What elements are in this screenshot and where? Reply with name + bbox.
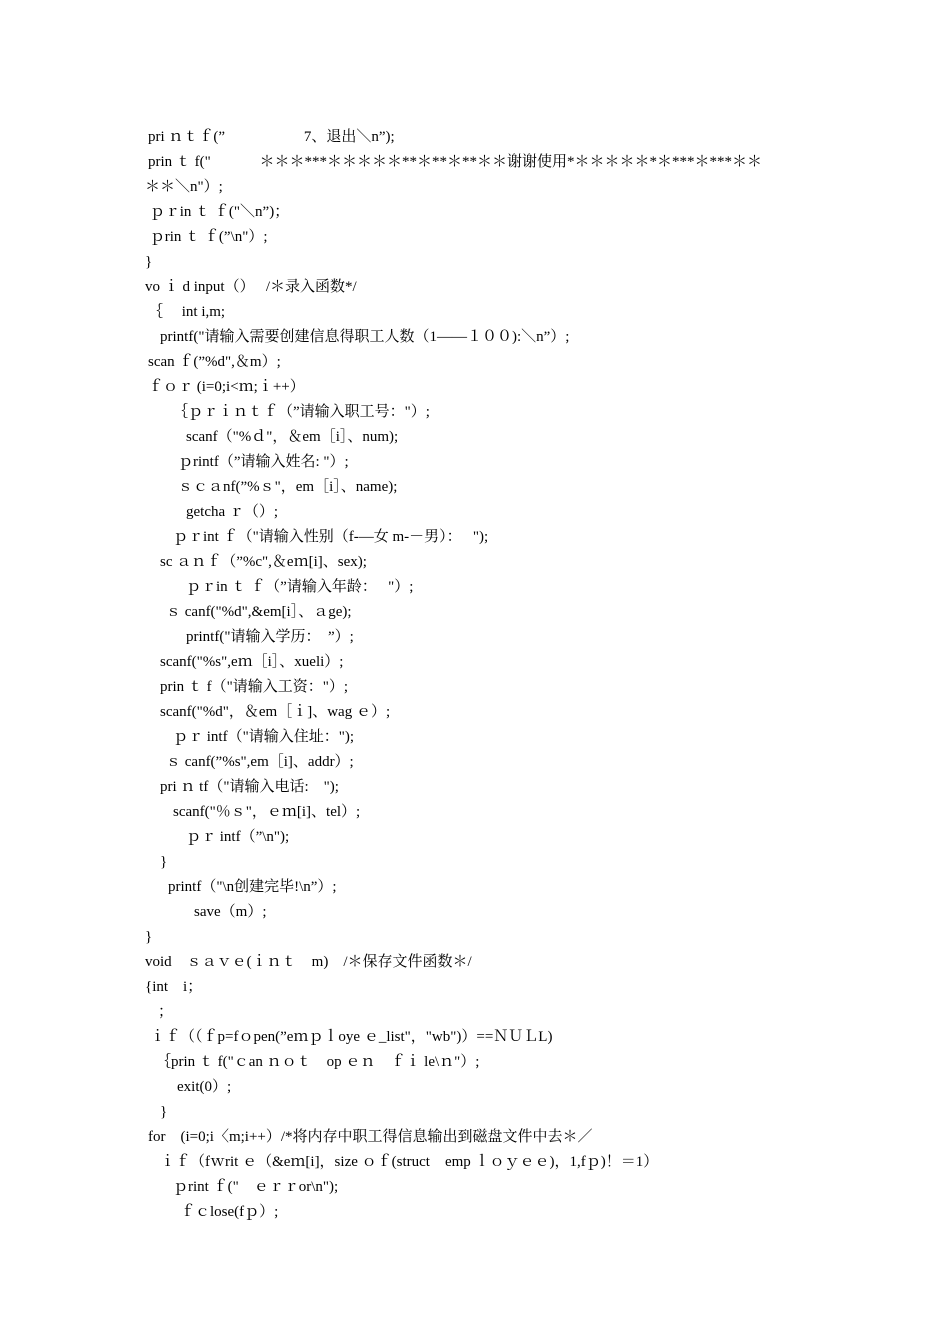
code-line: ＊＊＼n"）;	[145, 179, 223, 195]
code-line: exit(0）;	[177, 1079, 232, 1095]
code-line: scanf("%s",eｍ［i］、xueli）;	[160, 654, 344, 670]
code-line: ；	[158, 1004, 174, 1020]
code-line: }	[145, 254, 153, 270]
code-line: ｐｒin ｔ ｆ("＼n”)；	[146, 204, 290, 220]
code-line: sc ａｎｆ（”%c",＆eｍ[i]、sex);	[160, 554, 367, 570]
code-line: ｆｃlose(fｐ）;	[180, 1204, 279, 1220]
code-line: save（m）;	[194, 904, 267, 920]
code-line: ｐrin ｔ ｆ(”\n"）;	[146, 229, 268, 245]
code-line: scanf("％ｓ"，ｅｍ[i]、tel）;	[173, 804, 361, 820]
code-line: ｓ canf("%d",&em[i］、ａge);	[166, 604, 352, 620]
code-line: scan ｆ(”%d",＆m）;	[148, 354, 281, 370]
code-line: pri ｎ tf（"请输入电话: ");	[160, 779, 339, 795]
code-line: ｓｃａnf(”%ｓ"，em［i］、name);	[178, 479, 398, 495]
code-line: scanf（"%ｄ"，＆em［i］、num);	[186, 429, 399, 445]
code-line: prin ｔ f(" ＊＊＊***＊＊＊＊＊**＊**＊**＊＊谢谢使用*＊＊＊＊＊*＊***＊***＊＊	[148, 154, 763, 170]
code-line: ｐｒint ｆ（"请输入性别（f-—女 m-－男）： ");	[173, 529, 489, 545]
code-line: ｉｆ（（ｆp=fｏpen(”eｍｐｌoye ｅ_list"，"wb")）==ＮＵＬL)	[150, 1029, 553, 1045]
code-line: ｐｒin ｔ ｆ（”请输入年龄： "）;	[186, 579, 414, 595]
code-line: ｐrint ｆ(" ｅｒｒor\n");	[173, 1179, 339, 1195]
code-line: ｛ｐｒｉｎｔｆ（”请输入职工号："）;	[173, 404, 430, 420]
code-line: ｐｒ intf（"请输入住址：");	[173, 729, 354, 745]
code-line: prin ｔ f（"请输入工资："）;	[160, 679, 349, 695]
code-line: }	[145, 929, 153, 945]
code-line: }	[160, 854, 168, 870]
code-line: ｐｒ intf（”\n");	[186, 829, 290, 845]
code-line: getcha ｒ（）;	[186, 504, 279, 520]
code-line: ｆｏｒ (i=0;i<ｍ;ｉ++）	[148, 379, 305, 395]
code-line: printf("请输入需要创建信息得职工人数（1——１００):＼n”）;	[160, 329, 570, 345]
code-line: ｉｆ（fｗrit ｅ（&eｍ[i]，size ｏｆ(struct emp ｌｏｙｅｅ)，1,fｐ)！＝1）	[160, 1154, 659, 1170]
code-line: ｐrintf（”请输入姓名: "）;	[178, 454, 349, 470]
code-line: ｛prin ｔ f("ｃan ｎｏｔ op ｅｎ ｆｉ le\ｎ"）;	[156, 1054, 480, 1070]
code-line: printf("请输入学历： ”）;	[186, 629, 354, 645]
code-line: printf（"\n创建完毕!\n”）;	[168, 879, 337, 895]
code-line: {int i；	[145, 979, 203, 995]
code-line: scanf("%d"，＆em［ｉ]、wag ｅ）;	[160, 704, 391, 720]
code-line: ｛ int i,m;	[148, 304, 226, 320]
code-line: }	[160, 1104, 168, 1120]
code-line: vo ｉ d input（） /＊录入函数*/	[145, 279, 357, 295]
code-line: ｓ canf(”%s",em［i]、addr）;	[166, 754, 354, 770]
code-line: void ｓａｖｅ(ｉｎｔ m) /＊保存文件函数＊/	[145, 954, 472, 970]
code-line: for (i=0;i〈m;i++）/*将内存中职工得信息输出到磁盘文件中去＊／	[148, 1129, 593, 1145]
code-line: pri ｎｔｆ(” 7、退出＼n”);	[148, 129, 395, 145]
